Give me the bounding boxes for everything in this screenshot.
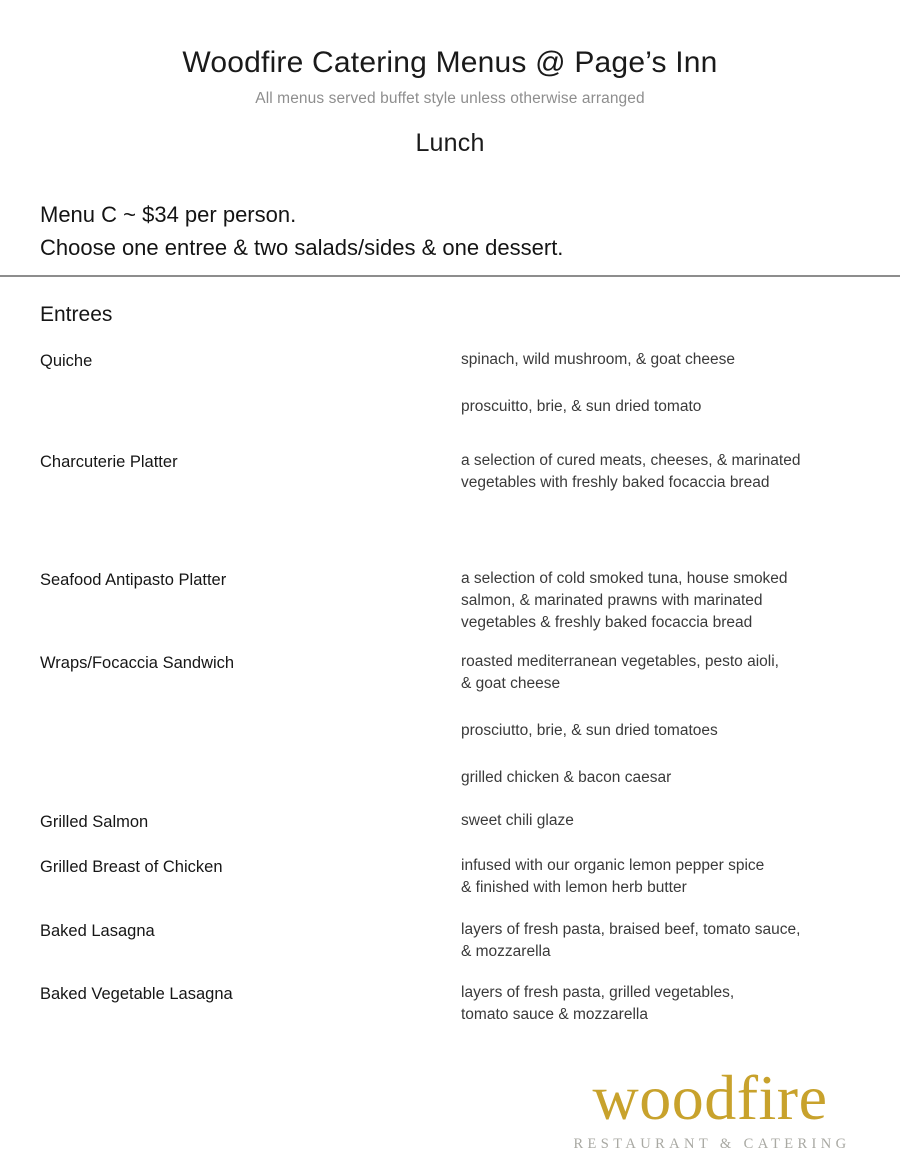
menu-item-descriptions bbox=[461, 810, 900, 832]
header-divider bbox=[0, 275, 900, 277]
section-heading-entrees: Entrees bbox=[40, 303, 113, 327]
menu-item-descriptions bbox=[461, 450, 900, 494]
page-subtitle: All menus served buffet style unless otherwise arranged bbox=[255, 89, 645, 107]
menu-item-name: Baked Vegetable Lasagna bbox=[40, 984, 233, 1003]
menu-item-description-line: a selection of cold smoked tuna, house smoked bbox=[461, 570, 788, 588]
menu-item-name: Grilled Salmon bbox=[40, 813, 149, 832]
menu-item-description-line: sweet chili glaze bbox=[461, 812, 574, 830]
brand-tagline: RESTAURANT & CATERING bbox=[573, 1136, 851, 1152]
menu-item bbox=[0, 651, 900, 789]
menu-choice-line: Choose one entree & two salads/sides & one dessert. bbox=[40, 234, 564, 260]
menu-item bbox=[0, 568, 900, 634]
menu-item-name: Wraps/Focaccia Sandwich bbox=[40, 654, 235, 673]
menu-item-description bbox=[461, 919, 900, 963]
menu-item-description-line: layers of fresh pasta, grilled vegetables, bbox=[461, 983, 735, 1001]
menu-item-description-line: a selection of cured meats, cheeses, & marinated bbox=[461, 452, 801, 470]
menu-item-description-line: vegetables with freshly baked focaccia bread bbox=[461, 474, 770, 492]
menu-item-description bbox=[461, 396, 900, 418]
menu-intro bbox=[40, 198, 900, 265]
meal-heading: Lunch bbox=[415, 128, 485, 157]
menu-item-description-line: & mozzarella bbox=[461, 942, 551, 960]
menu-item-description bbox=[461, 767, 900, 789]
entree-list bbox=[0, 349, 900, 1025]
menu-item-description-line: prosciutto, brie, & sun dried tomatoes bbox=[461, 722, 718, 740]
menu-item-description bbox=[461, 810, 900, 832]
menu-item-description-line: & goat cheese bbox=[461, 675, 561, 693]
menu-item-descriptions bbox=[461, 982, 900, 1026]
menu-item-descriptions bbox=[461, 349, 900, 418]
menu-item-descriptions bbox=[461, 855, 900, 899]
menu-item-descriptions bbox=[461, 651, 900, 789]
menu-item-name: Baked Lasagna bbox=[40, 921, 155, 940]
brand-wordmark: woodfire bbox=[592, 1062, 828, 1133]
menu-item-description bbox=[461, 982, 900, 1026]
menu-item-description-line: tomato sauce & mozzarella bbox=[461, 1005, 648, 1023]
menu-item-description-line: grilled chicken & bacon caesar bbox=[461, 769, 672, 787]
menu-item-description bbox=[461, 720, 900, 742]
masthead bbox=[0, 0, 900, 158]
brand-logo bbox=[560, 1062, 860, 1153]
menu-item bbox=[0, 855, 900, 899]
menu-item-description bbox=[461, 651, 900, 695]
menu-item-description-line: vegetables & freshly baked focaccia bread bbox=[461, 614, 753, 632]
menu-price-line: Menu C ~ $34 per person. bbox=[40, 201, 297, 227]
menu-item-description bbox=[461, 450, 900, 494]
menu-item bbox=[0, 982, 900, 1026]
menu-item-descriptions bbox=[461, 568, 900, 634]
menu-item-descriptions bbox=[461, 919, 900, 963]
menu-item-description-line: proscuitto, brie, & sun dried tomato bbox=[461, 398, 702, 416]
menu-item-name: Quiche bbox=[40, 352, 93, 371]
menu-item-description-line: salmon, & marinated prawns with marinated bbox=[461, 592, 763, 610]
page-title: Woodfire Catering Menus @ Page’s Inn bbox=[182, 46, 718, 79]
menu-item bbox=[0, 810, 900, 833]
menu-item bbox=[0, 919, 900, 963]
menu-item-description-line: spinach, wild mushroom, & goat cheese bbox=[461, 351, 735, 369]
menu-item-description-line: & finished with lemon herb butter bbox=[461, 878, 687, 896]
menu-item bbox=[0, 450, 900, 494]
menu-item-description-line: layers of fresh pasta, braised beef, tomato sauce, bbox=[461, 920, 801, 938]
menu-item bbox=[0, 349, 900, 418]
menu-item-description-line: infused with our organic lemon pepper spice bbox=[461, 856, 765, 874]
menu-item-description-line: roasted mediterranean vegetables, pesto aioli, bbox=[461, 653, 779, 671]
menu-item-description bbox=[461, 568, 900, 634]
menu-item-description bbox=[461, 855, 900, 899]
menu-item-description bbox=[461, 349, 900, 371]
menu-item-name: Seafood Antipasto Platter bbox=[40, 571, 227, 590]
menu-item-name: Grilled Breast of Chicken bbox=[40, 857, 223, 876]
menu-item-name: Charcuterie Platter bbox=[40, 453, 178, 472]
